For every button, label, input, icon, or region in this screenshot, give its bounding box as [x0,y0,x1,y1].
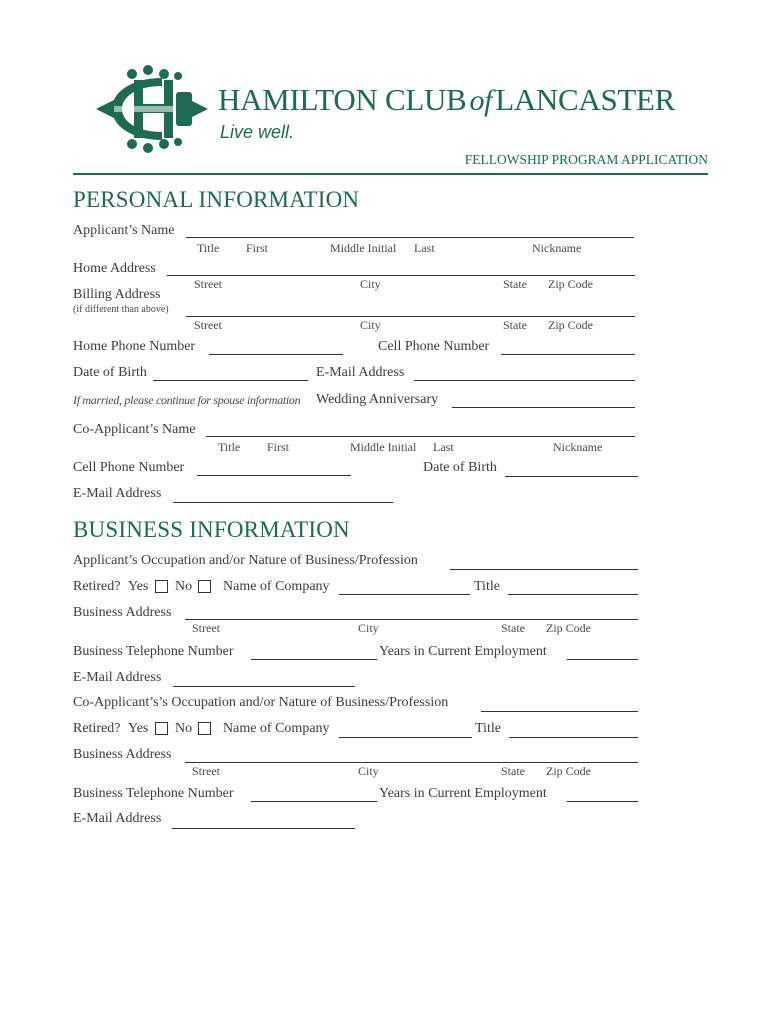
wedding-anniversary-field[interactable] [452,407,635,408]
co-occupation-label: Co-Applicant’s’s Occupation and/or Nature of Business/Profession [73,695,449,710]
name-sub-first: First [246,241,269,255]
co-email-field[interactable] [173,502,393,503]
addr-sub-state: State [503,277,527,291]
email-label: E-Mail Address [316,365,405,380]
home-phone-label: Home Phone Number [73,339,196,354]
dob-field[interactable] [153,380,308,381]
co-cell-phone-label: Cell Phone Number [73,460,185,475]
business-phone-field[interactable] [251,659,377,660]
years-label: Years in Current Employment [379,644,547,659]
co-dob-label: Date of Birth [423,460,497,475]
co-business-phone-field[interactable] [251,801,377,802]
retired-no-label: No [175,579,193,594]
co-biz-sub-street: Street [192,764,220,778]
co-biz-sub-state: State [501,764,525,778]
club-tagline: Live well. [220,122,295,142]
name-sub-nickname: Nickname [532,241,582,255]
co-name-sub-title: Title [218,440,241,454]
cell-phone-field[interactable] [501,354,635,355]
co-name-sub-last: Last [433,440,454,454]
billing-sub-state: State [503,318,527,332]
personal-info-heading: PERSONAL INFORMATION [73,187,360,212]
married-note: If married, please continue for spouse information [73,393,301,407]
co-biz-sub-city: City [358,764,379,778]
cell-phone-label: Cell Phone Number [378,339,490,354]
retired-label: Retired? [73,579,121,594]
co-retired-yes-checkbox[interactable] [155,722,168,735]
co-applicant-name-field[interactable] [206,436,635,437]
co-name-sub-nickname: Nickname [553,440,603,454]
co-retired-no-checkbox[interactable] [198,722,211,735]
home-phone-field[interactable] [209,354,343,355]
co-dob-field[interactable] [505,476,638,477]
years-field[interactable] [567,659,638,660]
hamilton-club-crest-icon [92,62,212,154]
title-label: Title [474,579,500,594]
wedding-anniversary-label: Wedding Anniversary [316,392,439,407]
co-company-label: Name of Company [223,721,330,736]
business-info-heading: BUSINESS INFORMATION [73,517,350,542]
retired-yes-checkbox[interactable] [155,580,168,593]
biz-sub-zip: Zip Code [546,621,591,635]
co-name-sub-middle: Middle Initial [350,440,417,454]
co-biz-sub-zip: Zip Code [546,764,591,778]
billing-address-note: (if different than above) [73,304,169,315]
applicant-name-label: Applicant’s Name [73,223,175,238]
billing-address-field[interactable] [186,316,635,317]
co-business-address-label: Business Address [73,747,172,762]
co-title-field[interactable] [509,737,638,738]
co-years-label: Years in Current Employment [379,786,547,801]
co-retired-yes-label: Yes [128,721,149,736]
co-business-address-field[interactable] [185,762,638,763]
co-company-field[interactable] [339,737,472,738]
addr-sub-zip: Zip Code [548,277,593,291]
occupation-label: Applicant’s Occupation and/or Nature of Business/Profession [73,553,418,568]
billing-sub-zip: Zip Code [548,318,593,332]
applicant-name-field[interactable] [186,237,634,238]
business-email-label: E-Mail Address [73,670,162,685]
form-title: FELLOWSHIP PROGRAM APPLICATION [464,152,708,167]
addr-sub-street: Street [194,277,222,291]
billing-sub-city: City [360,318,381,332]
co-retired-label: Retired? [73,721,121,736]
co-years-field[interactable] [567,801,638,802]
co-business-email-label: E-Mail Address [73,811,162,826]
billing-sub-street: Street [194,318,222,332]
billing-address-label: Billing Address [73,287,161,302]
co-retired-no-label: No [175,721,193,736]
company-field[interactable] [339,594,470,595]
name-sub-middle: Middle Initial [330,241,397,255]
co-applicant-name-label: Co-Applicant’s Name [73,422,196,437]
company-label: Name of Company [223,579,330,594]
home-address-field[interactable] [167,275,635,276]
header-divider [73,173,708,175]
co-title-label: Title [475,721,501,736]
co-business-email-field[interactable] [172,828,355,829]
business-address-label: Business Address [73,605,172,620]
co-cell-phone-field[interactable] [197,475,351,476]
co-business-phone-label: Business Telephone Number [73,786,234,801]
biz-sub-street: Street [192,621,220,635]
co-name-sub-first: First [267,440,290,454]
business-email-field[interactable] [173,686,355,687]
occupation-field[interactable] [450,569,638,570]
biz-sub-city: City [358,621,379,635]
home-address-label: Home Address [73,261,156,276]
retired-no-checkbox[interactable] [198,580,211,593]
business-phone-label: Business Telephone Number [73,644,234,659]
email-field[interactable] [414,380,635,381]
name-sub-title: Title [197,241,220,255]
biz-sub-state: State [501,621,525,635]
name-sub-last: Last [414,241,435,255]
club-name: HAMILTON CLUB ofLANCASTER [218,82,676,117]
addr-sub-city: City [360,277,381,291]
co-occupation-field[interactable] [481,711,638,712]
business-address-field[interactable] [185,619,638,620]
co-email-label: E-Mail Address [73,486,162,501]
dob-label: Date of Birth [73,365,147,380]
retired-yes-label: Yes [128,579,149,594]
title-field[interactable] [508,594,638,595]
